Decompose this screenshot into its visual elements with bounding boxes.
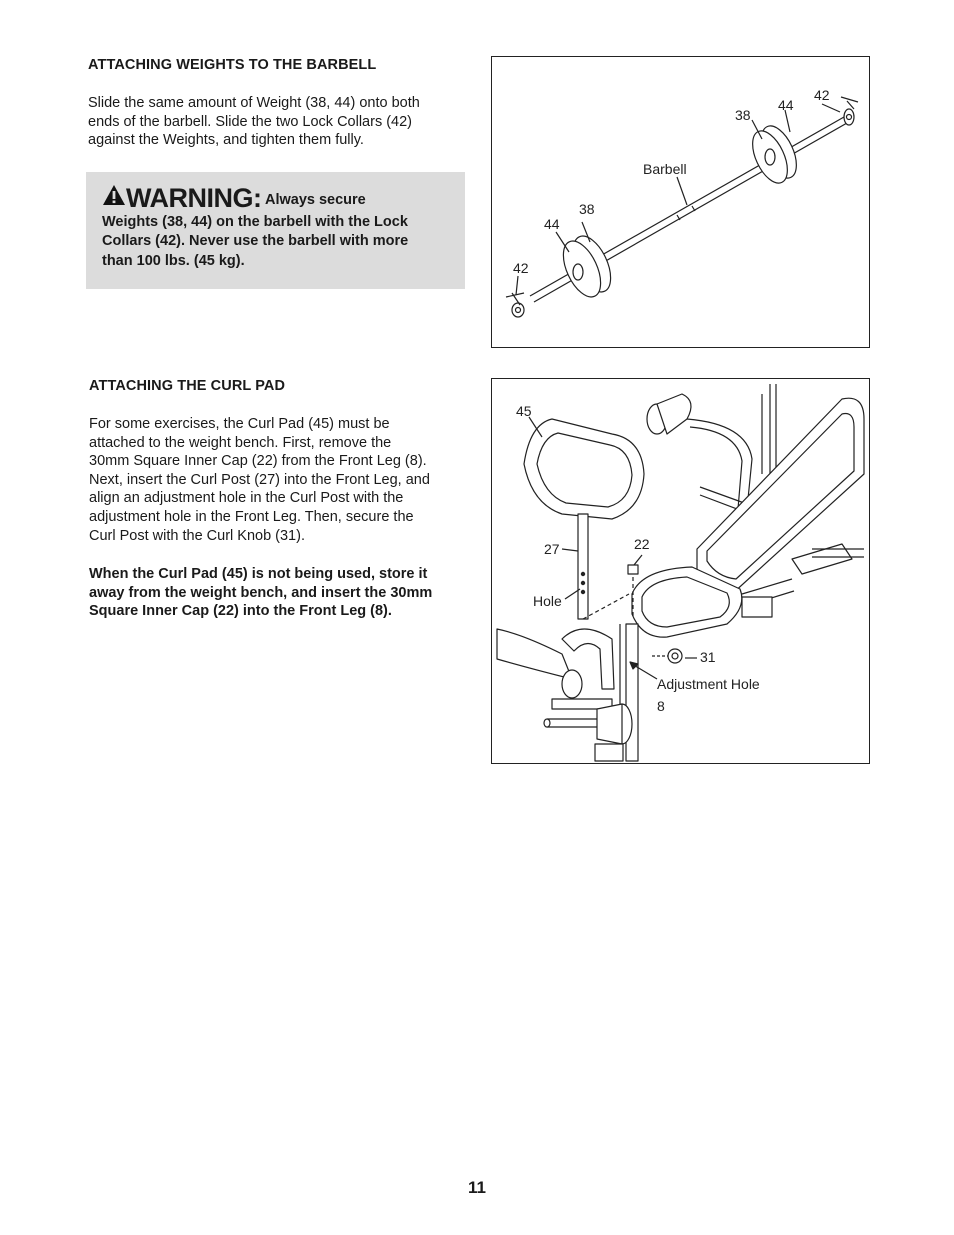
section-heading-curl-pad: ATTACHING THE CURL PAD <box>89 378 286 394</box>
curl-pad-drawing <box>492 379 868 762</box>
warning-box <box>86 172 465 289</box>
body-line: Curl Post with the Curl Knob (31). <box>89 527 305 544</box>
label-inner-cap: 22 <box>634 536 650 552</box>
label-hole: Hole <box>533 593 562 609</box>
label-curl-post: 27 <box>544 541 560 557</box>
label-weight44-right: 44 <box>778 97 794 113</box>
label-collar-left: 42 <box>513 260 529 276</box>
body-line: against the Weights, and tighten them fully. <box>88 132 364 149</box>
warning-line: than 100 lbs. (45 kg). <box>102 252 245 269</box>
body-line: align an adjustment hole in the Curl Post with the <box>89 490 404 507</box>
barbell-figure <box>491 56 870 348</box>
warning-triangle-icon <box>102 184 126 213</box>
page-number: 11 <box>468 1178 486 1197</box>
warning-line: Collars (42). Never use the barbell with more <box>102 233 409 249</box>
body-line: ends of the barbell. Slide the two Lock Collars (42) <box>88 113 413 130</box>
body-line: When the Curl Pad (45) is not being used, store it <box>89 566 428 582</box>
body-line: adjustment hole in the Front Leg. Then, secure the <box>89 508 414 525</box>
section-body-curl-pad <box>89 415 469 545</box>
warning-first: Always secure <box>264 192 366 208</box>
warning-title: WARNING: <box>126 183 262 213</box>
label-curl-pad: 45 <box>516 403 532 419</box>
body-line: Next, insert the Curl Post (27) into the Front Leg, and <box>89 471 430 488</box>
section-heading-barbell: ATTACHING WEIGHTS TO THE BARBELL <box>88 57 377 73</box>
label-barbell: Barbell <box>643 161 687 177</box>
storage-note <box>89 565 469 621</box>
curl-pad-figure <box>491 378 870 764</box>
body-line: away from the weight bench, and insert the 30mm <box>89 584 433 601</box>
body-line: For some exercises, the Curl Pad (45) must be <box>89 416 390 432</box>
label-curl-knob: 31 <box>700 649 716 665</box>
label-collar-right: 42 <box>814 87 830 103</box>
body-line: attached to the weight bench. First, remove the <box>89 434 392 451</box>
label-front-leg: 8 <box>657 698 665 714</box>
barbell-drawing <box>492 57 868 346</box>
warning-line: Weights (38, 44) on the barbell with the Lock <box>102 213 408 230</box>
label-weight38-left: 38 <box>579 201 595 217</box>
label-weight38-right: 38 <box>735 107 751 123</box>
label-weight44-left: 44 <box>544 216 560 232</box>
body-line: 30mm Square Inner Cap (22) from the Front Leg (8). <box>89 453 427 470</box>
label-adjustment-hole: Adjustment Hole <box>657 676 760 692</box>
body-line: Square Inner Cap (22) into the Front Leg (8). <box>89 603 392 620</box>
section-body-barbell <box>88 94 468 150</box>
body-line: Slide the same amount of Weight (38, 44) onto both <box>88 95 420 111</box>
